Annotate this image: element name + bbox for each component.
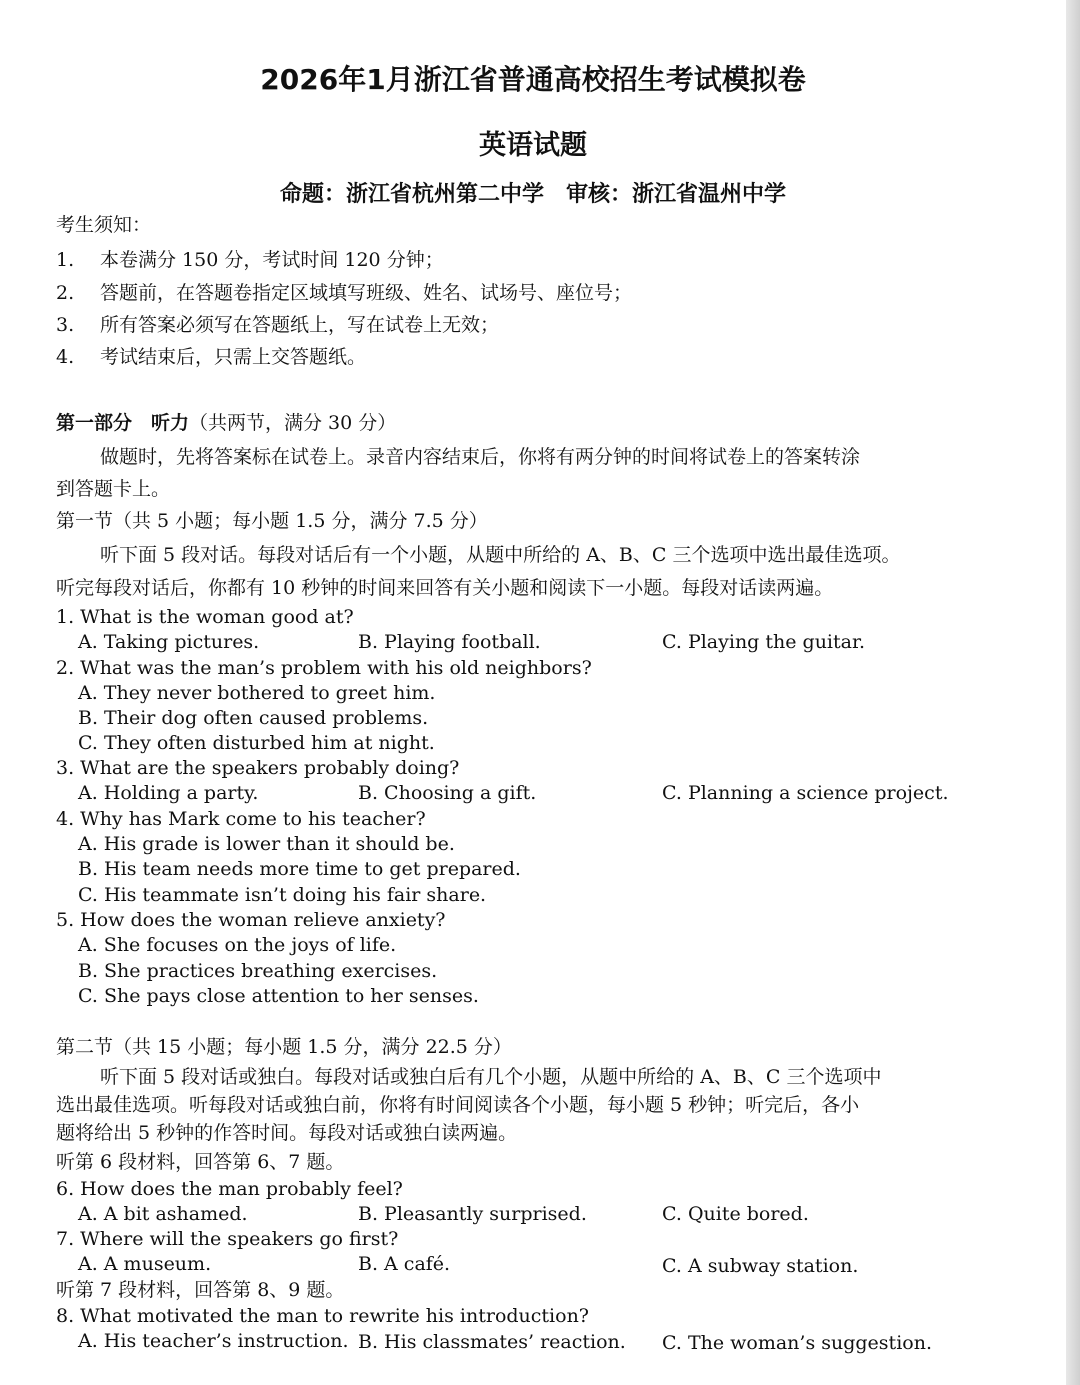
option-b: B. Playing football. [358,631,541,653]
option-b: B. His team needs more time to get prepared. [78,858,521,880]
notice-text: 本卷满分 150 分，考试时间 120 分钟； [100,249,444,271]
option-a: A. A museum. [78,1253,212,1275]
notice-number: 1. [56,249,75,271]
question-stem: 3. What are the speakers probably doing? [56,757,460,779]
option-a: A. They never bothered to greet him. [78,682,436,704]
option-a: A. Taking pictures. [78,631,260,653]
option-b: B. Choosing a gift. [358,782,537,804]
option-c: C. Planning a science project. [662,782,949,804]
notice-number: 3. [56,314,75,336]
section2-intro: 题将给出 5 秒钟的作答时间。每段对话或独白读两遍。 [56,1122,518,1144]
material-heading: 听第 6 段材料，回答第 6、7 题。 [56,1151,345,1173]
question-stem: 2. What was the man’s problem with his old neighbors? [56,657,592,679]
question-stem: 5. How does the woman relieve anxiety? [56,909,446,931]
exam-title: 2026年1月浙江省普通高校招生考试模拟卷 [260,63,806,96]
page-edge [1066,0,1080,1385]
authors-line: 命题：浙江省杭州第二中学 审核：浙江省温州中学 [279,182,786,207]
option-a: A. She focuses on the joys of life. [78,934,397,956]
section2-intro: 听下面 5 段对话或独白。每段对话或独白后有几个小题，从题中所给的 A、B、C 三个选项中 [100,1066,882,1088]
part1-heading [56,410,396,436]
question-stem: 4. Why has Mark come to his teacher? [56,808,426,830]
option-a: A. Holding a party. [78,782,259,804]
option-c: C. Quite bored. [662,1203,809,1225]
material-heading: 听第 7 段材料，回答第 8、9 题。 [56,1279,345,1301]
section2-intro: 选出最佳选项。听每段对话或独白前，你将有时间阅读各个小题，每小题 5 秒钟；听完后，各小 [56,1094,860,1116]
option-b: B. She practices breathing exercises. [78,960,438,982]
option-a: A. His teacher’s instruction. [78,1330,349,1352]
question-stem: 7. Where will the speakers go first? [56,1228,399,1250]
option-a: A. A bit ashamed. [78,1203,248,1225]
notice-text: 答题前，在答题卷指定区域填写班级、姓名、试场号、座位号； [100,282,633,304]
section1-intro: 听下面 5 段对话。每段对话后有一个小题，从题中所给的 A、B、C 三个选项中选出最佳选项。 [100,544,901,566]
part1-score: （共两节，满分 30 分） [189,412,397,434]
question-stem: 8. What motivated the man to rewrite his introduction? [56,1305,589,1327]
section2-heading: 第二节（共 15 小题；每小题 1.5 分，满分 22.5 分） [56,1036,512,1058]
option-b: B. Pleasantly surprised. [358,1203,587,1225]
option-a: A. His grade is lower than it should be. [78,833,455,855]
notice-item [56,344,74,370]
notice-item [56,280,74,306]
option-b: B. Their dog often caused problems. [78,707,429,729]
section1-heading: 第一节（共 5 小题；每小题 1.5 分，满分 7.5 分） [56,510,488,532]
option-c: C. Playing the guitar. [662,631,866,653]
notice-text: 所有答案必须写在答题纸上，写在试卷上无效； [100,314,500,336]
subject-title: 英语试题 [479,130,587,161]
notice-item [56,312,74,338]
option-c: C. A subway station. [662,1255,859,1277]
notice-item [56,247,74,273]
option-c: C. She pays close attention to her senses. [78,985,479,1007]
part1-title: 第一部分 听力 [56,412,190,434]
question-stem: 6. How does the man probably feel? [56,1178,403,1200]
option-c: C. His teammate isn’t doing his fair share. [78,884,487,906]
option-c: C. They often disturbed him at night. [78,732,435,754]
option-c: C. The woman’s suggestion. [662,1332,932,1354]
notice-number: 4. [56,346,75,368]
page-footer-cutoff [420,1360,610,1370]
notice-text: 考试结束后，只需上交答题纸。 [100,346,367,368]
option-b: B. His classmates’ reaction. [358,1331,626,1353]
notice-number: 2. [56,282,75,304]
part1-intro: 到答题卡上。 [56,478,171,500]
part1-intro: 做题时，先将答案标在试卷上。录音内容结束后，你将有两分钟的时间将试卷上的答案转涂 [100,446,861,468]
option-b: B. A café. [358,1253,451,1275]
notice-heading: 考生须知： [56,214,152,236]
section1-intro: 听完每段对话后，你都有 10 秒钟的时间来回答有关小题和阅读下一小题。每段对话读两遍。 [56,577,834,599]
question-stem: 1. What is the woman good at? [56,606,354,628]
